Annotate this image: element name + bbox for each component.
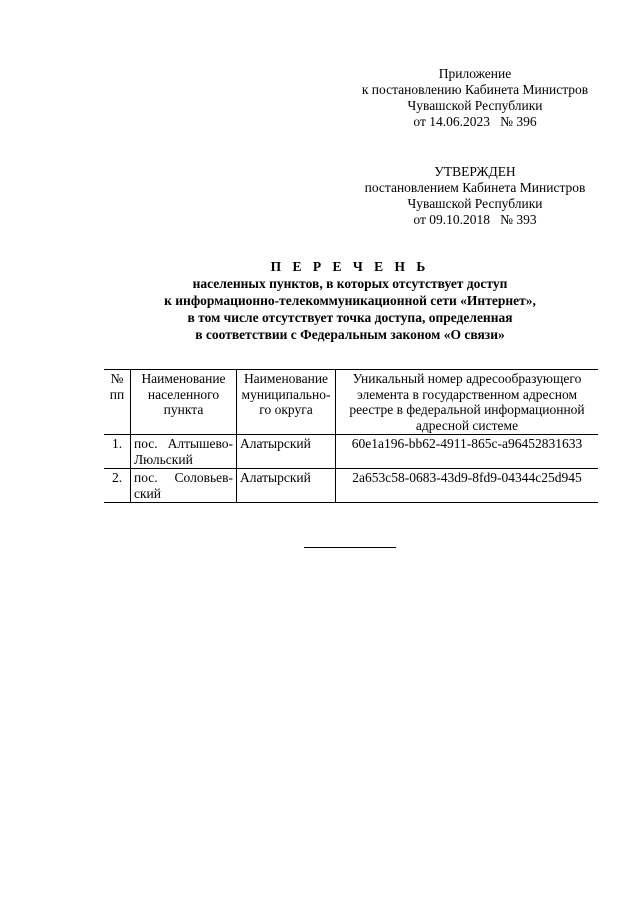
approved-line: постановлением Кабинета Министров [364, 180, 586, 195]
title-line: к информационно-телекоммуникационной сети «Интернет», [164, 293, 536, 308]
table-row [104, 435, 598, 469]
end-divider [304, 547, 396, 548]
row-fias-id: 60e1a196-bb62-4911-865c-a96452831633 [336, 435, 599, 469]
appendix-line: от 14.06.2023 № 396 [413, 114, 537, 129]
table-row [104, 469, 598, 503]
appendix-line: Приложение [438, 66, 512, 81]
appendix-line: к постановлению Кабинета Министров [361, 82, 589, 97]
appendix-block [340, 66, 610, 130]
approved-line: от 09.10.2018 № 393 [413, 212, 537, 227]
row-settlement: пос. Соловьев-ский [131, 469, 237, 503]
row-fias-id: 2a653c58-0683-43d9-8fd9-04344c25d945 [336, 469, 599, 503]
title-line: населенных пунктов, в которых отсутствует доступ [192, 276, 508, 291]
row-number: 2. [104, 469, 131, 503]
header-fias-id: Уникальный номер адресообразующего элемента в государственном адресном реестре в федеральной информационной адресной системе [336, 370, 599, 435]
row-district: Алатырский [237, 435, 336, 469]
header-number: № пп [104, 370, 131, 435]
appendix-line: Чувашской Республики [407, 98, 543, 113]
row-number: 1. [104, 435, 131, 469]
approved-line: Чувашской Республики [407, 196, 543, 211]
row-settlement: пос. Алтышево-Люльский [131, 435, 237, 469]
header-district: Наименование муниципально-го округа [237, 370, 336, 435]
approved-block [340, 164, 610, 228]
title-heading: П Е Р Е Ч Е Н Ь [270, 259, 430, 274]
table-header-row [104, 370, 598, 435]
header-settlement: Наименование населенного пункта [131, 370, 237, 435]
document-title [100, 258, 600, 343]
title-line: в том числе отсутствует точка доступа, определенная [187, 310, 513, 325]
settlements-table [104, 369, 598, 503]
approved-line: УТВЕРЖДЕН [434, 164, 516, 179]
row-district: Алатырский [237, 469, 336, 503]
title-line: в соответствии с Федеральным законом «О связи» [195, 327, 505, 342]
